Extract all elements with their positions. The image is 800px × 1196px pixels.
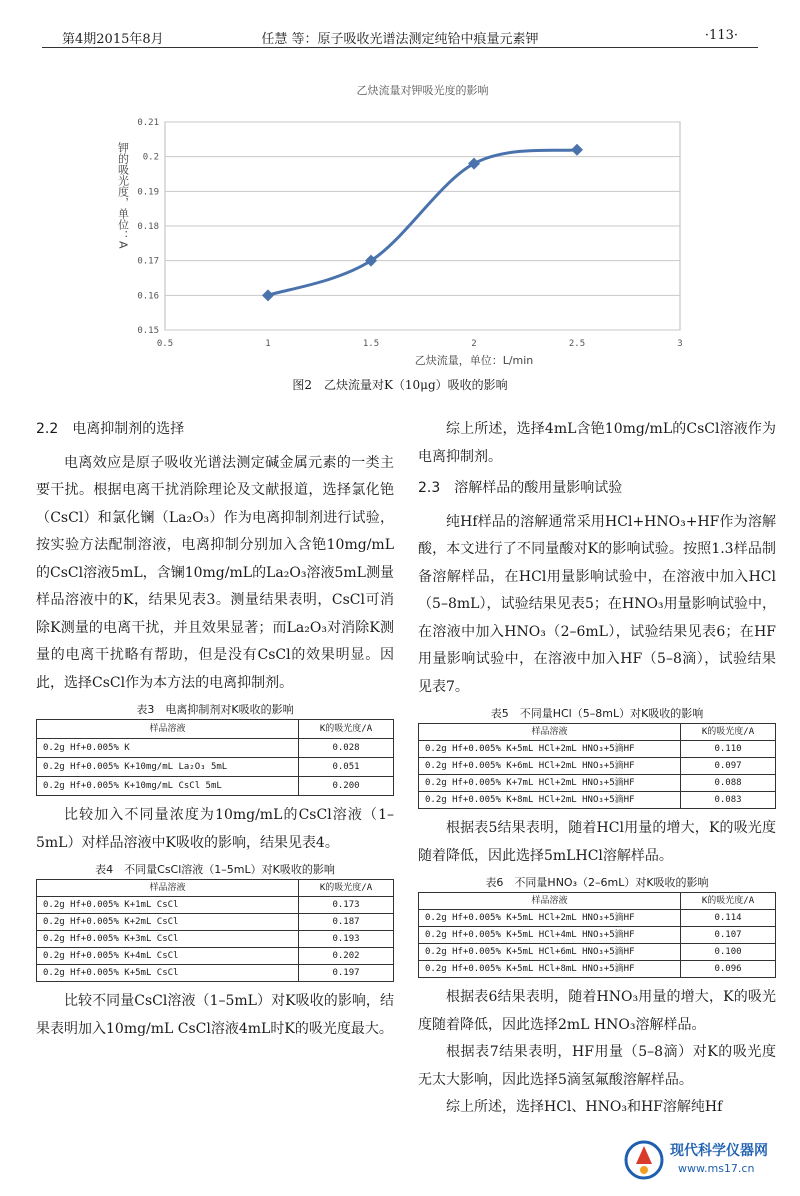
table-6 (418, 892, 776, 978)
table-cell: 0.2g Hf+0.005% K+10mg/mL CsCl 5mL (37, 777, 299, 796)
x-tick-label: 0.5 (156, 339, 174, 349)
table-row (37, 965, 394, 982)
issue-info: 第4期2015年8月 (62, 32, 164, 47)
running-header (42, 26, 758, 48)
table-row (37, 931, 394, 948)
paragraph: 电离效应是原子吸收光谱法测定碱金属元素的一类主要干扰。根据电离干扰消除理论及文献报道，选择氯化铯（CsCl）和氯化镧（La₂O₃）作为电离抑制剂进行试验，按实验方法配制溶液，电离抑制分别加入含铯10mg/mL的CsCl溶液5mL，含镧10mg/mL的La₂O₃溶液5mL测量样品溶液中的K，结果见表3。测量结果表明，CsCl可消除K测量的电离干扰，并且效果显著；而La₂O₃对消除K测量的电离干扰略有帮助，但是没有CsCl的效果明显。因此，选择CsCl作为本方法的电离抑制剂。 (36, 454, 394, 691)
section-heading (418, 475, 776, 503)
table-cell: 0.097 (681, 758, 776, 775)
table-cell: 0.197 (299, 965, 394, 982)
y-tick-label: 0.16 (137, 291, 159, 302)
table-cell: 0.2g Hf+0.005% K (37, 739, 299, 758)
table-cell: 0.051 (299, 758, 394, 777)
table-row (37, 948, 394, 965)
chart-title: 乙炔流量对钾吸光度的影响 (356, 84, 489, 97)
table-cell: 0.2g Hf+0.005% K+5mL HCl+2mL HNO₃+5滴HF (419, 910, 681, 927)
table-caption: 表5 不同量HCl（5–8mL）对K吸收的影响 (490, 707, 704, 720)
table-cell: 0.100 (681, 944, 776, 961)
table-row (37, 897, 394, 914)
site-watermark (618, 1134, 788, 1186)
column-header: 样品溶液 (419, 724, 681, 741)
paragraph: 综上所述，选择HCl、HNO₃和HF溶解纯Hf (446, 1099, 723, 1115)
x-tick-label: 1.5 (362, 339, 380, 349)
series-line (268, 150, 577, 296)
paragraph: 根据表6结果表明，随着HNO₃用量的增大，K的吸光度随着降低，因此选择2mL HNO₃溶解样品。 (418, 989, 776, 1033)
y-tick-label: 0.15 (137, 326, 159, 336)
running-title: 任慧 等：原子吸收光谱法测定纯铪中痕量元素钾 (261, 32, 539, 47)
table-cell: 0.083 (681, 792, 776, 809)
paragraph: 根据表5结果表明，随着HCl用量的增大，K的吸光度随着降低，因此选择5mLHCl溶解样品。 (418, 820, 776, 864)
watermark-url: www.ms17.cn (678, 1162, 755, 1175)
table-cell: 0.2g Hf+0.005% K+2mL CsCl (37, 914, 299, 931)
paragraph: 综上所述，选择4mL含铯10mg/mL的CsCl溶液作为电离抑制剂。 (418, 421, 776, 465)
table-cell: 0.2g Hf+0.005% K+7mL HCl+2mL HNO₃+5滴HF (419, 775, 681, 792)
table-cell: 0.2g Hf+0.005% K+1mL CsCl (37, 897, 299, 914)
y-tick-label: 0.18 (137, 222, 159, 232)
y-tick-label: 0.17 (137, 256, 159, 267)
x-tick-label: 2.5 (568, 339, 586, 349)
table-cell: 0.2g Hf+0.005% K+8mL HCl+2mL HNO₃+5滴HF (419, 792, 681, 809)
y-tick-label: 0.19 (137, 187, 159, 198)
table-cell: 0.2g Hf+0.005% K+10mg/mL La₂O₃ 5mL (37, 758, 299, 777)
table-cell: 0.173 (299, 897, 394, 914)
table-cell: 0.088 (681, 775, 776, 792)
table-row (419, 910, 776, 927)
table-4 (36, 879, 394, 982)
line-chart (95, 78, 715, 378)
table-cell: 0.2g Hf+0.005% K+3mL CsCl (37, 931, 299, 948)
paragraph: 比较不同量CsCl溶液（1–5mL）对K吸收的影响，结果表明加入10mg/mL CsCl溶液4mL时K的吸光度最大。 (36, 993, 394, 1037)
section-heading (36, 416, 394, 444)
table-cell: 0.2g Hf+0.005% K+4mL CsCl (37, 948, 299, 965)
column-header: K的吸光度/A (681, 893, 776, 910)
figure-2-chart (95, 78, 715, 378)
table-row (37, 777, 394, 796)
table-row (419, 961, 776, 978)
table-row (419, 792, 776, 809)
table-cell: 0.096 (681, 961, 776, 978)
data-point (262, 289, 274, 301)
table-cell: 0.2g Hf+0.005% K+5mL HCl+8mL HNO₃+5滴HF (419, 961, 681, 978)
table-cell: 0.2g Hf+0.005% K+5mL HCl+6mL HNO₃+5滴HF (419, 944, 681, 961)
x-tick-label: 1 (265, 339, 271, 349)
figure-caption: 图2 乙炔流量对K（10μg）吸收的影响 (292, 378, 508, 392)
table-caption: 表4 不同量CsCl溶液（1–5mL）对K吸收的影响 (95, 863, 335, 876)
table-caption: 表3 电离抑制剂对K吸收的影响 (136, 703, 294, 716)
column-header: 样品溶液 (37, 880, 299, 897)
column-header: K的吸光度/A (681, 724, 776, 741)
table-row (419, 741, 776, 758)
watermark-brand: 现代科学仪器网 (670, 1143, 768, 1159)
paragraph: 比较加入不同量浓度为10mg/mL的CsCl溶液（1–5mL）对样品溶液中K吸收的影响，结果见表4。 (36, 807, 394, 851)
table-row (419, 927, 776, 944)
column-header: 样品溶液 (37, 720, 299, 739)
column-header: 样品溶液 (419, 893, 681, 910)
paragraph: 根据表7结果表明，HF用量（5–8滴）对K的吸光度无太大影响，因此选择5滴氢氟酸溶解样品。 (418, 1044, 776, 1088)
table-row (37, 739, 394, 758)
table-cell: 0.110 (681, 741, 776, 758)
table-cell: 0.028 (299, 739, 394, 758)
table-cell: 0.2g Hf+0.005% K+6mL HCl+2mL HNO₃+5滴HF (419, 758, 681, 775)
left-column (36, 416, 394, 1043)
column-header: K的吸光度/A (299, 880, 394, 897)
data-point (571, 144, 583, 156)
section-title: 电离抑制剂的选择 (72, 421, 185, 437)
y-tick-label: 0.2 (142, 152, 159, 163)
table-cell: 0.193 (299, 931, 394, 948)
x-tick-label: 2 (471, 339, 477, 349)
table-row (419, 944, 776, 961)
table-cell: 0.114 (681, 910, 776, 927)
paragraph: 纯Hf样品的溶解通常采用HCl+HNO₃+HF作为溶解酸，本文进行了不同量酸对K的影响试验。按照1.3样品制备溶解样品，在HCl用量影响试验中，在溶液中加入HCl（5–8mL），试验结果见表5；在HNO₃用量影响试验中，在溶液中加入HNO₃（2–6mL），试验结果见表6；在HF用量影响试验中，在溶液中加入HF（5–8滴），试验结果见表7。 (418, 513, 776, 695)
table-row (37, 758, 394, 777)
page-number: ·113· (704, 28, 738, 43)
table-cell: 0.2g Hf+0.005% K+5mL CsCl (37, 965, 299, 982)
section-number: 2.2 (36, 421, 59, 437)
table-row (37, 914, 394, 931)
table-cell: 0.187 (299, 914, 394, 931)
watermark-logo-icon (622, 1138, 666, 1182)
x-tick-label: 3 (677, 339, 683, 349)
x-axis-label: 乙炔流量，单位：L/min (414, 354, 534, 367)
table-5 (418, 723, 776, 809)
table-row (419, 758, 776, 775)
table-cell: 0.2g Hf+0.005% K+5mL HCl+4mL HNO₃+5滴HF (419, 927, 681, 944)
table-cell: 0.200 (299, 777, 394, 796)
table-cell: 0.107 (681, 927, 776, 944)
table-row (419, 775, 776, 792)
column-header: K的吸光度/A (299, 720, 394, 739)
right-column (418, 416, 776, 1122)
y-axis-label: 钾的吸光度，单位：A (116, 142, 130, 249)
section-title: 溶解样品的酸用量影响试验 (454, 480, 623, 496)
table-caption: 表6 不同量HNO₃（2–6mL）对K吸收的影响 (485, 876, 709, 889)
y-tick-label: 0.21 (137, 118, 159, 128)
table-cell: 0.202 (299, 948, 394, 965)
section-number: 2.3 (418, 480, 441, 496)
table-3 (36, 719, 394, 796)
table-cell: 0.2g Hf+0.005% K+5mL HCl+2mL HNO₃+5滴HF (419, 741, 681, 758)
